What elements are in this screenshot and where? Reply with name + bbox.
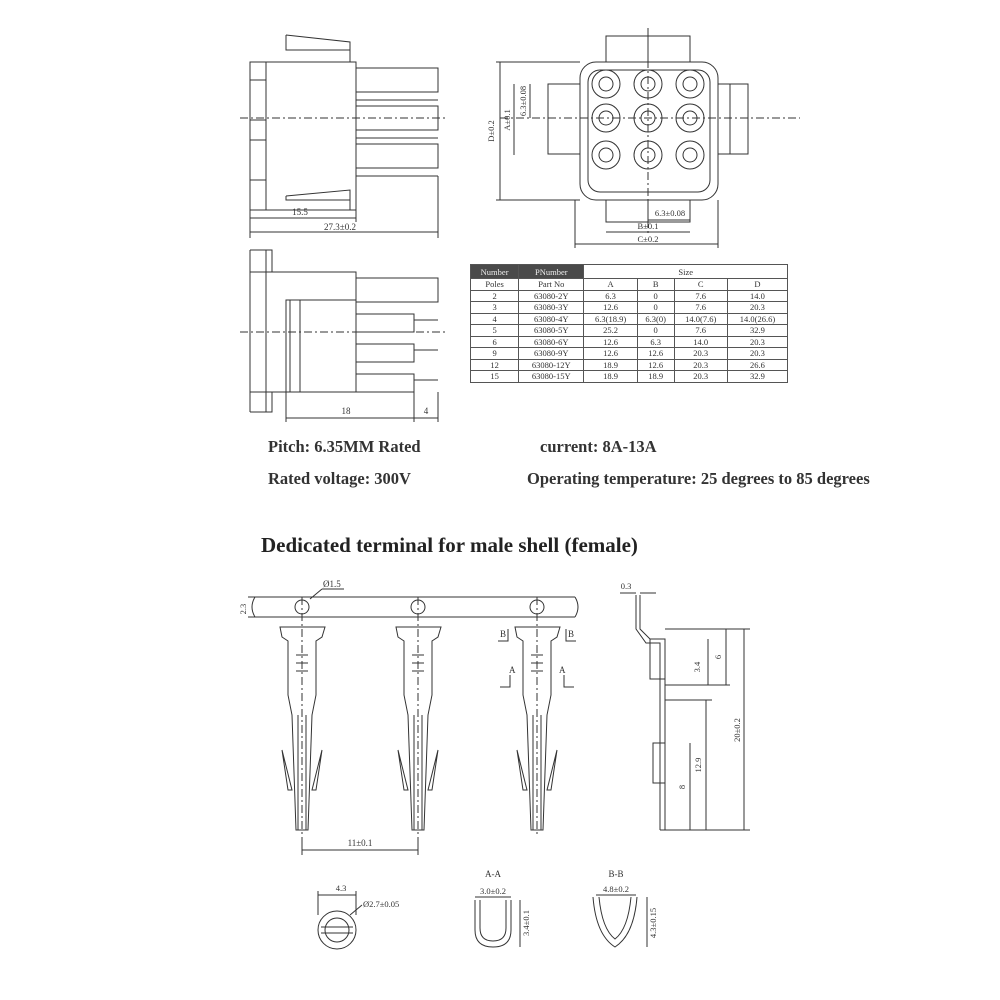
header-number: Number — [471, 265, 519, 279]
dim-12-9: 12.9 — [693, 757, 703, 773]
table-cell: 6.3(0) — [637, 313, 674, 325]
table-cell: 14.0(26.6) — [727, 313, 787, 325]
dim-6: 6 — [713, 654, 723, 660]
table-cell: 12.6 — [584, 336, 637, 348]
terminal-2 — [396, 597, 441, 837]
dim-6-3-h: 6.3±0.08 — [654, 208, 686, 218]
spec-current: current: 8A-13A — [540, 437, 657, 456]
table-cell: 63080-12Y — [519, 359, 584, 371]
table-cell: 63080-4Y — [519, 313, 584, 325]
terminal-side-view — [620, 593, 750, 830]
table-cell: 7.6 — [674, 290, 727, 302]
table-row — [471, 371, 788, 383]
table-cell: 9 — [471, 348, 519, 360]
subheader-cell: A — [584, 279, 637, 291]
table-cell: 6 — [471, 336, 519, 348]
dim-end-diameter: Ø2.7±0.05 — [363, 899, 400, 909]
terminal-3 — [498, 597, 576, 837]
table-cell: 20.3 — [674, 371, 727, 383]
table-cell: 63080-3Y — [519, 302, 584, 314]
dim-bb-width: 4.8±0.2 — [603, 884, 629, 894]
dim-6-3-v: 6.3±0.08 — [518, 85, 528, 117]
table-cell: 4 — [471, 313, 519, 325]
subheader-cell: B — [637, 279, 674, 291]
table-cell: 0 — [637, 302, 674, 314]
table-cell: 5 — [471, 325, 519, 337]
end-view — [318, 891, 362, 949]
table-cell: 63080-5Y — [519, 325, 584, 337]
table-cell: 12.6 — [637, 348, 674, 360]
table-cell: 15 — [471, 371, 519, 383]
table-cell: 0 — [637, 325, 674, 337]
subheader-cell: Part No — [519, 279, 584, 291]
bottom-view — [240, 250, 445, 422]
table-header-row — [471, 265, 788, 279]
table-row — [471, 336, 788, 348]
dim-8: 8 — [677, 784, 687, 790]
dim-hole: Ø1.5 — [323, 579, 341, 589]
table-subheader-row — [471, 279, 788, 291]
table-cell: 63080-15Y — [519, 371, 584, 383]
table-cell: 20.3 — [674, 348, 727, 360]
table-row — [471, 348, 788, 360]
cut-a-left: A — [509, 665, 516, 675]
table-cell: 7.6 — [674, 302, 727, 314]
table-row — [471, 302, 788, 314]
dim-d: D±0.2 — [486, 120, 496, 142]
header-pnumber: PNumber — [519, 265, 584, 279]
dim-thickness: 0.3 — [620, 581, 632, 591]
table-row — [471, 290, 788, 302]
table-cell: 18.9 — [637, 371, 674, 383]
dim-a: A±0.1 — [502, 109, 512, 131]
spec-temperature: Operating temperature: 25 degrees to 85 degrees — [527, 469, 870, 488]
table-cell: 14.0 — [674, 336, 727, 348]
table-cell: 2 — [471, 290, 519, 302]
table-cell: 20.3 — [727, 302, 787, 314]
subheader-cell: Poles — [471, 279, 519, 291]
dim-4: 4 — [423, 406, 429, 416]
table-cell: 14.0 — [727, 290, 787, 302]
table-cell: 7.6 — [674, 325, 727, 337]
cut-b-left: B — [500, 629, 507, 639]
table-cell: 14.0(7.6) — [674, 313, 727, 325]
table-cell: 32.9 — [727, 371, 787, 383]
terminal-1 — [280, 597, 325, 837]
side-view — [240, 35, 445, 238]
front-view — [496, 28, 800, 248]
table-cell: 63080-9Y — [519, 348, 584, 360]
subheader-cell: C — [674, 279, 727, 291]
header-size: Size — [584, 265, 788, 279]
table-cell: 6.3(18.9) — [584, 313, 637, 325]
spec-pitch: Pitch: 6.35MM Rated — [268, 437, 421, 456]
table-cell: 18.9 — [584, 371, 637, 383]
dim-pitch: 11±0.1 — [347, 838, 373, 848]
dim-3-4: 3.4 — [692, 661, 702, 673]
dim-b: B±0.1 — [637, 221, 659, 231]
section-b-b — [593, 895, 647, 947]
table-row — [471, 313, 788, 325]
dim-aa-height: 3.4±0.1 — [521, 910, 531, 936]
table-cell: 20.3 — [727, 336, 787, 348]
dim-20: 20±0.2 — [732, 718, 742, 742]
dim-18: 18 — [341, 406, 351, 416]
table-cell: 6.3 — [637, 336, 674, 348]
terminal-drawing — [0, 575, 1000, 995]
table-cell: 12.6 — [637, 359, 674, 371]
table-cell: 18.9 — [584, 359, 637, 371]
table-cell: 26.6 — [727, 359, 787, 371]
table-cell: 6.3 — [584, 290, 637, 302]
table-cell: 12.6 — [584, 302, 637, 314]
carrier-strip — [248, 589, 578, 617]
table-cell: 32.9 — [727, 325, 787, 337]
section-a-a-title: A-A — [485, 869, 501, 879]
dim-c: C±0.2 — [637, 234, 659, 244]
table-row — [471, 325, 788, 337]
spec-voltage: Rated voltage: 300V — [268, 469, 411, 488]
dim-27-3: 27.3±0.2 — [324, 222, 356, 232]
table-cell: 3 — [471, 302, 519, 314]
table-cell: 0 — [637, 290, 674, 302]
dim-end-width: 4.3 — [335, 883, 347, 893]
cut-b-right: B — [568, 629, 575, 639]
subheader-cell: D — [727, 279, 787, 291]
terminal-section-title: Dedicated terminal for male shell (female) — [261, 533, 638, 557]
table-cell: 63080-6Y — [519, 336, 584, 348]
part-number-table — [470, 264, 788, 383]
dim-aa-width: 3.0±0.2 — [480, 886, 506, 896]
section-a-a — [475, 897, 520, 947]
table-cell: 20.3 — [674, 359, 727, 371]
section-b-b-title: B-B — [608, 869, 624, 879]
table-row — [471, 359, 788, 371]
dim-strip-height: 2.3 — [238, 603, 248, 615]
table-cell: 12 — [471, 359, 519, 371]
table-cell: 63080-2Y — [519, 290, 584, 302]
dim-15-5: 15.5 — [292, 207, 308, 217]
cut-a-right: A — [559, 665, 566, 675]
table-cell: 25.2 — [584, 325, 637, 337]
table-cell: 20.3 — [727, 348, 787, 360]
dim-bb-height: 4.3±0.15 — [648, 907, 658, 939]
table-cell: 12.6 — [584, 348, 637, 360]
